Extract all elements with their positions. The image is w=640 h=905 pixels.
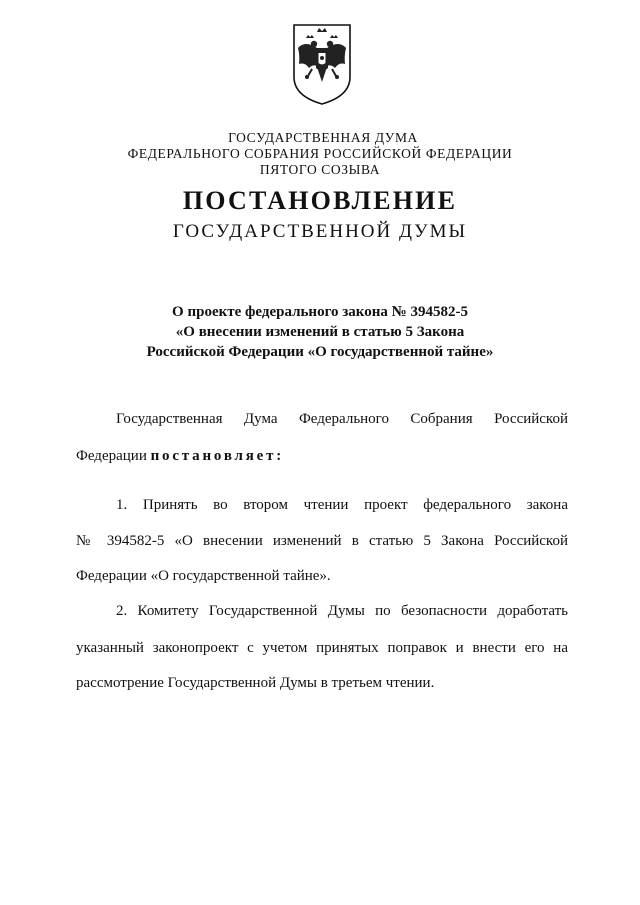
document-type-title: ПОСТАНОВЛЕНИЕ: [182, 186, 458, 215]
header-line-duma: ГОСУДАРСТВЕННАЯ ДУМА: [228, 130, 418, 145]
resolves-verb: постановляет:: [150, 448, 285, 464]
coat-of-arms-icon: [291, 22, 353, 106]
document-issuer-title: ГОСУДАРСТВЕННОЙ ДУМЫ: [172, 221, 468, 242]
institution-header: [0, 130, 640, 178]
item-1-line: № 394582-5 «О внесении изменений в статью 5 Закона Российской: [76, 533, 568, 549]
document-subject: [0, 302, 640, 362]
subject-line: Российской Федерации «О государственной тайне»: [146, 344, 494, 360]
subject-line: «О внесении изменений в статью 5 Закона: [175, 324, 465, 340]
item-2-line: указанный законопроект с учетом принятых поправок и внести его на: [76, 640, 568, 656]
item-1-line: Федерации «О государственной тайне».: [76, 568, 331, 584]
preamble-line: [76, 448, 568, 465]
header-line-convocation: ПЯТОГО СОЗЫВА: [259, 162, 381, 177]
header-line-assembly: ФЕДЕРАЛЬНОГО СОБРАНИЯ РОССИЙСКОЙ ФЕДЕРАЦИИ: [127, 146, 513, 161]
item-2-line: 2. Комитету Государственной Думы по безопасности доработать: [116, 603, 568, 619]
preamble-start: Федерации: [76, 448, 147, 464]
preamble-line: Государственная Дума Федерального Собрания Российской: [116, 411, 568, 427]
item-2-line: рассмотрение Государственной Думы в третьем чтении.: [76, 675, 435, 691]
subject-line: О проекте федерального закона № 394582-5: [172, 304, 468, 320]
item-1-line: 1. Принять во втором чтении проект федерального закона: [116, 497, 568, 513]
